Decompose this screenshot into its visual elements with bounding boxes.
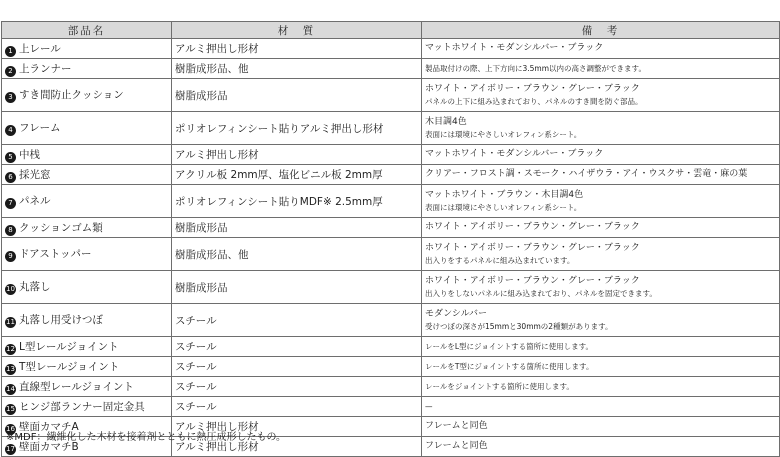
remarks-cell: [422, 165, 780, 185]
number-badge: 12: [6, 344, 15, 353]
remarks-cell: [422, 218, 780, 238]
table-row: [2, 397, 780, 417]
material-cell: スチール: [172, 337, 422, 357]
remarks-subtext: 表面には環境にやさしいオレフィン系シート。: [425, 203, 582, 212]
remarks-text: マットホワイト・モダンシルバー・ブラック: [425, 149, 604, 159]
remarks-subtext: 出入りをしないパネルに組み込まれており、パネルを固定できます。: [425, 289, 657, 298]
table-row: [2, 145, 780, 165]
parts-table: [1, 21, 780, 457]
material-cell: ポリオレフィンシート貼りアルミ押出し形材: [172, 112, 422, 145]
part-name: 上ランナー: [19, 62, 72, 75]
material-cell: 樹脂成形品、他: [172, 59, 422, 79]
table-row: [2, 165, 780, 185]
remarks-text: マットホワイト・モダンシルバー・ブラック: [425, 43, 604, 53]
material-cell: スチール: [172, 397, 422, 417]
remarks-cell: [422, 145, 780, 165]
table-row: [2, 79, 780, 112]
part-name-cell: [2, 238, 172, 271]
part-name-cell: [2, 112, 172, 145]
remarks-cell: [422, 377, 780, 397]
remarks-text: マットホワイト・ブラウン・木目調4色: [425, 190, 584, 200]
number-badge: 3: [5, 92, 16, 103]
part-name: クッションゴム類: [19, 221, 103, 234]
remarks-text: フレームと同色: [425, 441, 488, 451]
remarks-text: ホワイト・アイボリー・ブラウン・グレー・ブラック: [425, 222, 640, 232]
material-cell: 樹脂成形品、他: [172, 238, 422, 271]
part-name-cell: [2, 79, 172, 112]
remarks-cell: [422, 357, 780, 377]
part-name: 上レール: [19, 42, 61, 55]
table-row: [2, 112, 780, 145]
remarks-subtext: 受けつぼの深さが15mmと30mmの2種類があります。: [425, 322, 613, 331]
part-name-cell: [2, 377, 172, 397]
table-header-row: [2, 22, 780, 39]
table-row: [2, 238, 780, 271]
remarks-text: レールをT型にジョイントする箇所に使用します。: [425, 362, 594, 371]
part-name: パネル: [19, 195, 51, 207]
remarks-cell: [422, 437, 780, 457]
remarks-cell: [422, 185, 780, 218]
part-name: 直線型レールジョイント: [19, 380, 134, 393]
remarks-text: フレームと同色: [425, 421, 488, 431]
remarks-text: クリアー・フロスト調・スモーク・ハイザウラ・アイ・ウスクサ・雲竜・麻の葉: [425, 169, 748, 179]
part-name-cell: [2, 145, 172, 165]
remarks-cell: [422, 39, 780, 59]
table-row: [2, 337, 780, 357]
part-name: 中桟: [19, 148, 40, 161]
part-name: 採光窓: [19, 168, 51, 181]
part-name: フレーム: [19, 122, 61, 134]
remarks-text: ホワイト・アイボリー・ブラウン・グレー・ブラック: [425, 243, 640, 253]
material-cell: ポリオレフィンシート貼りMDF※ 2.5mm厚: [172, 185, 422, 218]
part-name: すき間防止クッション: [19, 89, 124, 101]
table-row: [2, 59, 780, 79]
number-badge: 7: [5, 198, 16, 209]
material-cell: アルミ押出し形材: [172, 417, 422, 437]
material-cell: スチール: [172, 377, 422, 397]
part-name-cell: [2, 304, 172, 337]
remarks-cell: [422, 417, 780, 437]
part-name-cell: [2, 39, 172, 59]
number-badge: 6: [5, 172, 16, 183]
table-row: [2, 218, 780, 238]
material-cell: スチール: [172, 357, 422, 377]
number-badge: 2: [5, 66, 16, 77]
part-name: ドアストッパー: [19, 248, 92, 260]
part-name-cell: [2, 337, 172, 357]
material-cell: アルミ押出し形材: [172, 39, 422, 59]
part-name-cell: [2, 271, 172, 304]
remarks-cell: [422, 304, 780, 337]
part-name-cell: [2, 218, 172, 238]
remarks-cell: [422, 271, 780, 304]
material-cell: アルミ押出し形材: [172, 437, 422, 457]
number-badge: 5: [5, 152, 16, 163]
number-badge: 10: [6, 285, 15, 293]
remarks-subtext: 表面には環境にやさしいオレフィン系シート。: [425, 130, 582, 139]
remarks-cell: [422, 59, 780, 79]
material-cell: スチール: [172, 304, 422, 337]
material-cell: 樹脂成形品: [172, 79, 422, 112]
remarks-text: 製品取付けの際、上下方向に3.5mm以内の高さ調整ができます。: [425, 64, 646, 73]
remarks-cell: [422, 112, 780, 145]
part-name-cell: [2, 397, 172, 417]
table-row: [2, 304, 780, 337]
part-name: L型レールジョイント: [19, 340, 119, 353]
remarks-text: ホワイト・アイボリー・ブラウン・グレー・ブラック: [425, 276, 640, 286]
table-row: [2, 271, 780, 304]
material-cell: アルミ押出し形材: [172, 145, 422, 165]
part-name-cell: [2, 59, 172, 79]
part-name-cell: [2, 165, 172, 185]
remarks-text: レールをL型にジョイントする箇所に使用します。: [425, 342, 594, 351]
table-row: [2, 39, 780, 59]
number-badge: 4: [5, 125, 16, 136]
remarks-cell: [422, 337, 780, 357]
remarks-cell: [422, 79, 780, 112]
part-name-cell: [2, 357, 172, 377]
header-part: 部品名: [2, 22, 172, 39]
number-badge: 16: [6, 424, 15, 433]
remarks-text: ホワイト・アイボリー・ブラウン・グレー・ブラック: [425, 84, 640, 94]
part-name: 壁面カマチB: [19, 440, 79, 453]
footnote: ※MDF：繊維化した木材を接着剤とともに熱圧成形したもの。: [6, 432, 287, 443]
material-cell: 樹脂成形品: [172, 218, 422, 238]
table-row: [2, 377, 780, 397]
material-cell: アクリル板 2mm厚、塩化ビニル板 2mm厚: [172, 165, 422, 185]
part-name: 壁面カマチA: [19, 420, 79, 433]
part-name: ヒンジ部ランナー固定金具: [19, 400, 145, 413]
remarks-cell: [422, 238, 780, 271]
number-badge: 17: [6, 444, 15, 453]
number-badge: 11: [6, 318, 15, 326]
number-badge: 1: [5, 46, 16, 57]
part-name-cell: [2, 185, 172, 218]
part-name: 丸落し用受けつぼ: [19, 314, 103, 326]
remarks-subtext: 出入りをするパネルに組み込まれています。: [425, 256, 575, 265]
remarks-subtext: パネルの上下に組み込まれており、パネルのすき間を防ぐ部品。: [425, 97, 643, 106]
part-name: 丸落し: [19, 281, 51, 293]
number-badge: 14: [6, 384, 15, 393]
header-remarks: 備 考: [422, 22, 780, 39]
number-badge: 8: [5, 225, 16, 236]
material-cell: 樹脂成形品: [172, 271, 422, 304]
remarks-text: レールをジョイントする箇所に使用します。: [425, 382, 574, 391]
table-row: [2, 185, 780, 218]
number-badge: 9: [5, 251, 16, 262]
remarks-text: —: [425, 402, 433, 411]
header-material: 材 質: [172, 22, 422, 39]
remarks-text: 木目調4色: [425, 117, 467, 127]
number-badge: 13: [6, 364, 15, 373]
number-badge: 15: [6, 404, 15, 413]
table-row: [2, 357, 780, 377]
remarks-text: モダンシルバー: [425, 309, 488, 319]
remarks-cell: [422, 397, 780, 417]
part-name: T型レールジョイント: [19, 360, 120, 373]
